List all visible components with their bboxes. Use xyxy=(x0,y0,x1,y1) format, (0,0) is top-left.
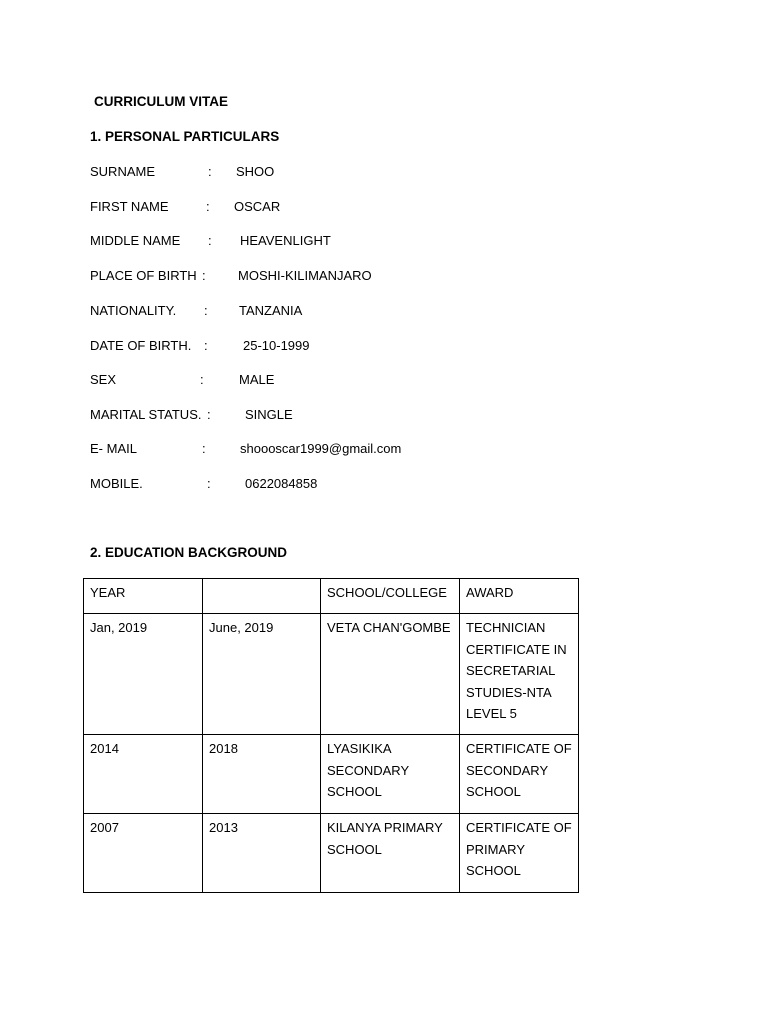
field-label: NATIONALITY. xyxy=(90,303,177,318)
table-cell: TECHNICIAN CERTIFICATE IN SECRETARIAL STUDIES-NTA LEVEL 5 xyxy=(460,614,579,735)
field-colon: : xyxy=(200,372,204,387)
field-label: MARITAL STATUS. xyxy=(90,407,202,422)
field-label: MOBILE. xyxy=(90,476,143,491)
field-colon: : xyxy=(204,303,208,318)
field-label: SURNAME xyxy=(90,164,156,179)
field-label: PLACE OF BIRTH xyxy=(90,268,197,283)
field-label: E- MAIL xyxy=(90,441,137,456)
table-cell: LYASIKIKA SECONDARY SCHOOL xyxy=(321,735,460,814)
table-cell: June, 2019 xyxy=(203,614,321,735)
field-label: DATE OF BIRTH. xyxy=(90,338,192,353)
field-value: SHOO xyxy=(236,164,275,179)
field-value: MOSHI-KILIMANJARO xyxy=(238,268,372,283)
education-background-heading: 2. EDUCATION BACKGROUND xyxy=(90,545,288,560)
table-cell: VETA CHAN'GOMBE xyxy=(321,614,460,735)
personal-particulars-heading: 1. PERSONAL PARTICULARS xyxy=(90,129,280,144)
document-title: CURRICULUM VITAE xyxy=(94,94,228,109)
table-cell: KILANYA PRIMARY SCHOOL xyxy=(321,814,460,893)
table-row xyxy=(84,735,579,814)
field-value: 0622084858 xyxy=(245,476,318,491)
field-value: SINGLE xyxy=(245,407,293,422)
field-colon: : xyxy=(206,199,210,214)
header-award: AWARD xyxy=(460,579,579,614)
field-label: FIRST NAME xyxy=(90,199,169,214)
table-cell: CERTIFICATE OF PRIMARY SCHOOL xyxy=(460,814,579,893)
table-cell: 2018 xyxy=(203,735,321,814)
table-row xyxy=(84,814,579,893)
table-cell: 2013 xyxy=(203,814,321,893)
table-cell: Jan, 2019 xyxy=(84,614,203,735)
field-value: TANZANIA xyxy=(239,303,303,318)
field-colon: : xyxy=(208,164,212,179)
education-table xyxy=(83,578,579,893)
field-colon: : xyxy=(202,441,206,456)
table-cell: 2007 xyxy=(84,814,203,893)
table-header-row xyxy=(84,579,579,614)
field-label: SEX xyxy=(90,372,117,387)
field-colon: : xyxy=(207,476,211,491)
header-school-college: SCHOOL/COLLEGE xyxy=(321,579,460,614)
header-year: YEAR xyxy=(84,579,203,614)
header-blank xyxy=(203,579,321,614)
table-cell: CERTIFICATE OF SECONDARY SCHOOL xyxy=(460,735,579,814)
field-value: shoooscar1999@gmail.com xyxy=(240,441,402,456)
field-colon: : xyxy=(202,268,206,283)
table-cell: 2014 xyxy=(84,735,203,814)
field-value: OSCAR xyxy=(234,199,281,214)
field-colon: : xyxy=(208,233,212,248)
field-label: MIDDLE NAME xyxy=(90,233,181,248)
table-row xyxy=(84,614,579,735)
field-colon: : xyxy=(204,338,208,353)
field-value: 25-10-1999 xyxy=(243,338,310,353)
field-value: MALE xyxy=(239,372,275,387)
field-value: HEAVENLIGHT xyxy=(240,233,331,248)
field-colon: : xyxy=(207,407,211,422)
